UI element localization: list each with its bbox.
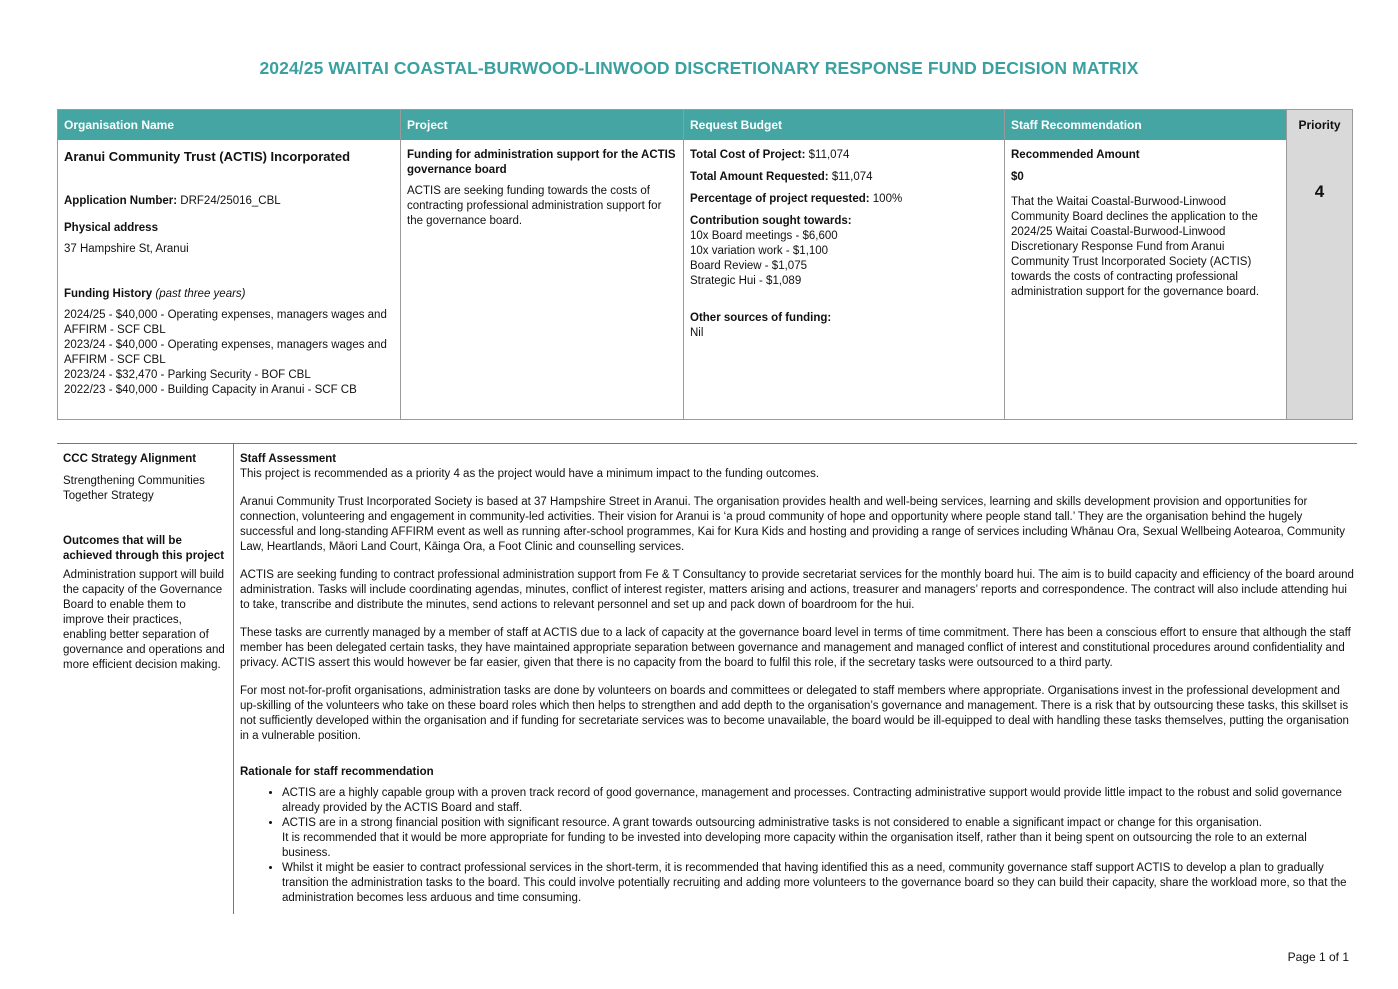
other-funding-value: Nil (690, 327, 704, 339)
physical-address: 37 Hampshire St, Aranui (64, 243, 189, 255)
priority-header: Priority (1287, 110, 1352, 140)
total-cost-value: $11,074 (808, 149, 850, 161)
project-description: ACTIS are seeking funding towards the costs of contracting professional administration support for the governance board. (407, 185, 662, 227)
project-title: Funding for administration support for the ACTIS governance board (407, 149, 676, 176)
page-number: Page 1 of 1 (1287, 950, 1349, 964)
strategy-alignment-value: Strengthening Communities Together Strategy (63, 475, 205, 502)
project-column (401, 110, 684, 419)
outcomes-text: Administration support will build the capacity of the Governance Board to enable them to improve their practices, enabling better separation of governance and operations and more efficient decision making. (63, 569, 225, 671)
rationale-item (282, 816, 1357, 861)
funding-history-list (64, 308, 394, 398)
organisation-column (58, 110, 401, 419)
budget-header: Request Budget (684, 110, 1004, 140)
rationale-item-text: ACTIS are in a strong financial position with significant resource. A grant towards outsourcing administrative tasks is not considered to enable a significant impact or change for this organisation. (282, 817, 1262, 829)
assessment-paragraph: For most not-for-profit organisations, administration tasks are done by volunteers on boards and committees or delegated to staff members where appropriate. Organisations invest in the professional development and up-skilling of the volunteers who take on these board roles which then helps to strengthen and add depth to the organisation’s governance and management. There is a risk that by outsourcing these tasks, this skillset is not sufficiently developed within the organisation and if funding for secretariate services was to become unavailable, the board would be ill-equipped to deal with handling these tasks themselves, putting the organisation in a vulnerable position. (240, 685, 1349, 742)
total-cost-label: Total Cost of Project: (690, 149, 806, 161)
amount-requested-label: Total Amount Requested: (690, 171, 829, 183)
decision-matrix-table (57, 109, 1353, 420)
recommended-amount-label: Recommended Amount (1011, 149, 1140, 161)
rationale-item (282, 861, 1357, 906)
contribution-item: 10x variation work - $1,100 (690, 245, 829, 257)
assessment-paragraph: This project is recommended as a priority 4 as the project would have a minimum impact to the funding outcomes. (240, 468, 820, 480)
contribution-item: 10x Board meetings - $6,600 (690, 230, 838, 242)
project-header: Project (401, 110, 683, 140)
strategy-panel (57, 444, 234, 914)
strategy-alignment-label: CCC Strategy Alignment (63, 453, 197, 465)
funding-history-item: 2022/23 - $40,000 - Building Capacity in Aranui - SCF CB (64, 384, 357, 396)
contribution-label: Contribution sought towards: (690, 215, 852, 227)
rationale-item (282, 786, 1357, 816)
staff-assessment-panel (234, 444, 1357, 906)
assessment-paragraph: Aranui Community Trust Incorporated Society is based at 37 Hampshire Street in Aranui. The organisation provides health and well-being services, learning and skills development provision and opportunities for connection, volunteering and engagement in community-led activities. Their vision for Aranui is ‘a proud community of hope and opportunity where people stand tall.’ They are the organisation behind the hugely successful and long-standing AFFIRM event as well as running after-school programmes, Kai for Kura Kids and hosting and providing a range of services including Whānau Ora, Sexual Wellbeing Aotearoa, Community Law, Heartlands, Māori Land Court, Kāinga Ora, a Foot Clinic and counselling services. (240, 496, 1346, 553)
assessment-paragraph: ACTIS are seeking funding to contract professional administration support from Fe & T Consultancy to provide secretariat services for the monthly board hui. The aim is to build capacity and efficiency of the board around administration. Tasks will include coordinating agendas, minutes, conflict of interest register, matters arising and actions, treasurer and managers’ reports and correspondence. The contract will also include attending hui to take, transcribe and distribute the minutes, send actions to relevant personnel and set up and pack down of boardroom for the hui. (240, 569, 1354, 611)
priority-column (1287, 110, 1352, 419)
rationale-list (240, 786, 1357, 906)
recommended-amount: $0 (1011, 171, 1024, 183)
contribution-item: Strategic Hui - $1,089 (690, 275, 802, 287)
staff-assessment-label: Staff Assessment (240, 453, 337, 465)
recommendation-column (1005, 110, 1287, 419)
physical-address-label: Physical address (64, 222, 158, 234)
organisation-name: Aranui Community Trust (ACTIS) Incorporated (64, 149, 351, 164)
recommendation-text: That the Waitai Coastal-Burwood-Linwood Community Board declines the application to the 2024/25 Waitai Coastal-Burwood-Linwood Discretionary Response Fund from Aranui Community Trust Incorporated Society (ACTIS) towards the costs of contracting professional administration support for the governance board. (1011, 196, 1260, 298)
funding-history-item: 2023/24 - $40,000 - Operating expenses, managers wages and AFFIRM - SCF CBL (64, 339, 387, 366)
amount-requested-value: $11,074 (831, 171, 873, 183)
funding-history-item: 2023/24 - $32,470 - Parking Security - BOF CBL (64, 369, 311, 381)
rationale-item-text: ACTIS are a highly capable group with a proven track record of good governance, management and processes. Contracting administrative support would provide little impact to the robust and solid governance already provided by the ACTIS Board and staff. (282, 787, 1342, 814)
priority-value: 4 (1314, 182, 1325, 201)
application-number: DRF24/25016_CBL (180, 195, 281, 207)
assessment-paragraph: These tasks are currently managed by a member of staff at ACTIS due to a lack of capacity at the governance board level in terms of time commitment. There has been a conscious effort to ensure that although the staff member has been delegated certain tasks, they have maintained appropriate separation between governance and management and managed conflict of interest and constitutional procedures around confidentiality and privacy. ACTIS assert this would however be far easier, given that there is no capacity from the board to fulfil this role, if the secretary tasks were outsourced to a third party. (240, 627, 1351, 669)
recommendation-header: Staff Recommendation (1005, 110, 1286, 140)
funding-history-item: 2024/25 - $40,000 - Operating expenses, managers wages and AFFIRM - SCF CBL (64, 309, 387, 336)
rationale-item-text: Whilst it might be easier to contract professional services in the short-term, it is recommended that having identified this as a need, community governance staff support ACTIS to develop a plan to gradually transition the administration tasks to the board. This could involve potentially recruiting and adding more volunteers to the governance board so they can build their capacity, share the workload more, so that the administration becomes less arduous and time consuming. (282, 862, 1347, 904)
outcomes-label: Outcomes that will be achieved through this project (63, 535, 225, 562)
percentage-value: 100% (872, 193, 903, 205)
rationale-item-extra: It is recommended that it would be more appropriate for funding to be invested into developing more capacity within the organisation itself, rather than it being spent on outsourcing the role to an external business. (282, 832, 1307, 859)
rationale-label: Rationale for staff recommendation (240, 766, 434, 778)
application-number-label: Application Number: (64, 195, 178, 207)
funding-history-note: (past three years) (155, 288, 246, 300)
contribution-item: Board Review - $1,075 (690, 260, 807, 272)
assessment-section (57, 443, 1357, 913)
document-title: 2024/25 WAITAI COASTAL-BURWOOD-LINWOOD DISCRETIONARY RESPONSE FUND DECISION MATRIX (259, 58, 1139, 78)
other-funding-label: Other sources of funding: (690, 312, 832, 324)
budget-column (684, 110, 1005, 419)
funding-history-label: Funding History (64, 288, 153, 300)
percentage-label: Percentage of project requested: (690, 193, 870, 205)
organisation-header: Organisation Name (58, 110, 400, 140)
